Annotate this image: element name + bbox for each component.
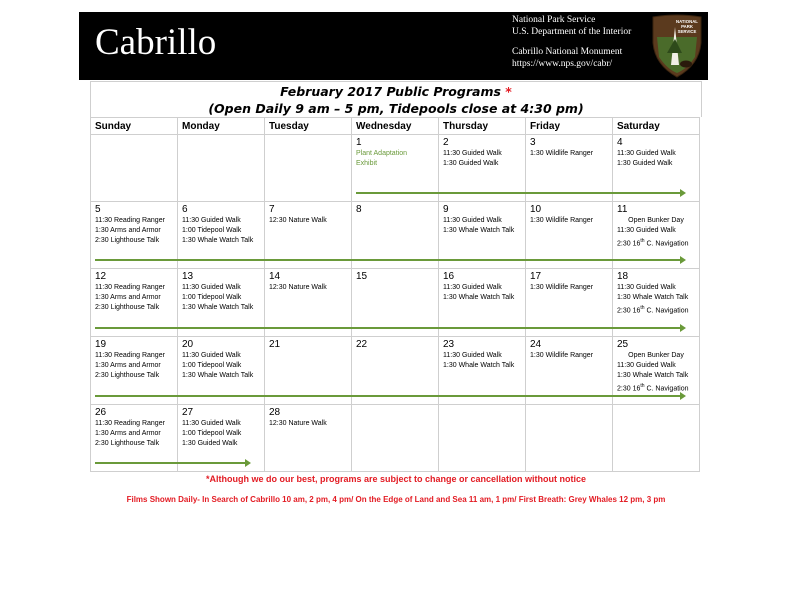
program-event: 1:30 Whale Watch Talk xyxy=(617,294,689,301)
agency-name: National Park Service xyxy=(512,15,596,25)
day-number: 26 xyxy=(95,407,107,418)
program-event: 11:30 Guided Walk xyxy=(182,217,241,224)
program-event: Open Bunker Day xyxy=(628,217,684,224)
empty-day-cell xyxy=(178,135,265,202)
program-event: 1:00 Tidepool Walk xyxy=(182,294,242,301)
day-number: 2 xyxy=(443,137,449,148)
program-event: 1:30 Whale Watch Talk xyxy=(182,372,254,379)
department-name: U.S. Department of the Interior xyxy=(512,26,632,37)
day-number: 1 xyxy=(356,137,362,148)
weekday-wednesday: Wednesday xyxy=(352,118,439,135)
program-event: 1:30 Whale Watch Talk xyxy=(443,227,515,234)
day-number: 9 xyxy=(443,204,449,215)
program-event: 12:30 Nature Walk xyxy=(269,217,327,224)
empty-day-cell xyxy=(526,405,613,472)
day-number: 16 xyxy=(443,271,455,282)
program-event: 11:30 Guided Walk xyxy=(443,150,502,157)
program-event: 1:30 Arms and Armor xyxy=(95,362,161,369)
day-number: 6 xyxy=(182,204,188,215)
monument-url[interactable]: https://www.nps.gov/cabr/ xyxy=(512,58,613,69)
continuation-arrow-icon xyxy=(95,395,680,397)
program-event: 11:30 Guided Walk xyxy=(443,352,502,359)
program-event: 2:30 Lighthouse Talk xyxy=(95,237,160,244)
day-number: 12 xyxy=(95,271,107,282)
continuation-arrow-icon xyxy=(95,327,680,329)
program-event: 11:30 Guided Walk xyxy=(617,362,676,369)
empty-day-cell xyxy=(439,405,526,472)
calendar-subtitle: (Open Daily 9 am – 5 pm, Tidepools close at 4:30 pm) xyxy=(208,101,584,116)
program-event: 11:30 Guided Walk xyxy=(443,217,502,224)
day-number: 10 xyxy=(530,204,542,215)
weekday-header-row xyxy=(91,118,700,135)
program-event: 12:30 Nature Walk xyxy=(269,284,327,291)
day-number: 22 xyxy=(356,339,368,350)
program-event: 11:30 Reading Ranger xyxy=(95,420,165,427)
program-event: 2:30 16th C. Navigation xyxy=(617,238,689,248)
day-cell xyxy=(265,405,352,472)
logo-text-2: PARK xyxy=(681,24,693,29)
films-schedule: Films Shown Daily- In Search of Cabrillo 10 am, 2 pm, 4 pm/ On the Edge of Land and Sea 11 am, 1 pm/ First Breath: Grey Whales 12 pm, 3 pm xyxy=(126,495,666,504)
continuation-arrow-icon xyxy=(356,192,680,194)
weekday-saturday: Saturday xyxy=(613,118,700,135)
program-event: 1:30 Wildlife Ranger xyxy=(530,284,594,291)
continuation-arrow-icon xyxy=(95,259,680,261)
day-number: 8 xyxy=(356,204,362,215)
day-number: 3 xyxy=(530,137,536,148)
weekday-friday: Friday xyxy=(526,118,613,135)
program-event: 1:30 Whale Watch Talk xyxy=(182,237,254,244)
program-event: 11:30 Guided Walk xyxy=(617,227,676,234)
program-event: 2:30 Lighthouse Talk xyxy=(95,440,160,447)
empty-day-cell xyxy=(352,405,439,472)
program-event: 1:30 Whale Watch Talk xyxy=(182,304,254,311)
day-number: 24 xyxy=(530,339,542,350)
program-event: 1:30 Whale Watch Talk xyxy=(443,362,515,369)
logo-text-3: SERVICE xyxy=(677,29,697,34)
logo-text-1: NATIONAL xyxy=(676,19,698,24)
program-event: 11:30 Guided Walk xyxy=(182,284,241,291)
program-event: 11:30 Guided Walk xyxy=(443,284,502,291)
program-event: 1:30 Wildlife Ranger xyxy=(530,217,594,224)
nps-arrowhead-logo-icon xyxy=(649,13,705,79)
program-event: 11:30 Guided Walk xyxy=(617,284,676,291)
calendar-header xyxy=(90,81,702,117)
asterisk: * xyxy=(505,84,512,99)
day-number: 20 xyxy=(182,339,194,350)
program-event: 1:30 Arms and Armor xyxy=(95,294,161,301)
day-number: 7 xyxy=(269,204,275,215)
program-event: Exhibit xyxy=(356,160,378,167)
program-event: 1:30 Wildlife Ranger xyxy=(530,150,594,157)
program-event: 1:00 Tidepool Walk xyxy=(182,227,242,234)
program-event: 1:00 Tidepool Walk xyxy=(182,362,242,369)
program-event: 2:30 16th C. Navigation xyxy=(617,383,689,393)
day-number: 17 xyxy=(530,271,542,282)
empty-day-cell xyxy=(91,135,178,202)
day-number: 4 xyxy=(617,137,623,148)
program-event: 2:30 Lighthouse Talk xyxy=(95,304,160,311)
program-event: 1:30 Guided Walk xyxy=(182,440,238,447)
program-event: 11:30 Guided Walk xyxy=(617,150,676,157)
weekday-tuesday: Tuesday xyxy=(265,118,352,135)
program-event: 2:30 16th C. Navigation xyxy=(617,305,689,315)
day-number: 13 xyxy=(182,271,194,282)
day-number: 28 xyxy=(269,407,281,418)
program-event: Plant Adaptation xyxy=(356,150,407,157)
program-event: 1:30 Wildlife Ranger xyxy=(530,352,594,359)
program-event: 1:00 Tidepool Walk xyxy=(182,430,242,437)
calendar-grid xyxy=(90,117,700,472)
empty-day-cell xyxy=(613,405,700,472)
day-number: 5 xyxy=(95,204,101,215)
program-event: 11:30 Reading Ranger xyxy=(95,352,165,359)
header-banner xyxy=(79,12,708,80)
day-number: 18 xyxy=(617,271,629,282)
program-event: 1:30 Guided Walk xyxy=(443,160,499,167)
continuation-arrow-icon xyxy=(95,462,245,464)
program-event: 2:30 Lighthouse Talk xyxy=(95,372,160,379)
program-event: 11:30 Guided Walk xyxy=(182,352,241,359)
program-event: 1:30 Arms and Armor xyxy=(95,227,161,234)
program-event: 1:30 Whale Watch Talk xyxy=(443,294,515,301)
program-event: 11:30 Guided Walk xyxy=(182,420,241,427)
program-event: 1:30 Arms and Armor xyxy=(95,430,161,437)
day-number: 25 xyxy=(617,339,629,350)
day-number: 23 xyxy=(443,339,455,350)
program-event: 12:30 Nature Walk xyxy=(269,420,327,427)
calendar-title: February 2017 Public Programs * xyxy=(280,84,512,99)
day-number: 14 xyxy=(269,271,281,282)
weekday-monday: Monday xyxy=(178,118,265,135)
weekday-thursday: Thursday xyxy=(439,118,526,135)
empty-day-cell xyxy=(265,135,352,202)
program-event: Open Bunker Day xyxy=(628,352,684,359)
day-number: 27 xyxy=(182,407,194,418)
day-number: 11 xyxy=(617,204,628,215)
weekday-sunday: Sunday xyxy=(91,118,178,135)
program-event: 11:30 Reading Ranger xyxy=(95,284,165,291)
monument-name: Cabrillo National Monument xyxy=(512,47,623,57)
day-number: 15 xyxy=(356,271,368,282)
program-event: 1:30 Whale Watch Talk xyxy=(617,372,689,379)
disclaimer-note: *Although we do our best, programs are subject to change or cancellation without notice xyxy=(205,474,587,484)
day-number: 21 xyxy=(269,339,281,350)
day-number: 19 xyxy=(95,339,107,350)
program-event: 1:30 Guided Walk xyxy=(617,160,673,167)
park-title: Cabrillo xyxy=(95,22,217,63)
agency-info xyxy=(512,15,631,70)
program-event: 11:30 Reading Ranger xyxy=(95,217,165,224)
